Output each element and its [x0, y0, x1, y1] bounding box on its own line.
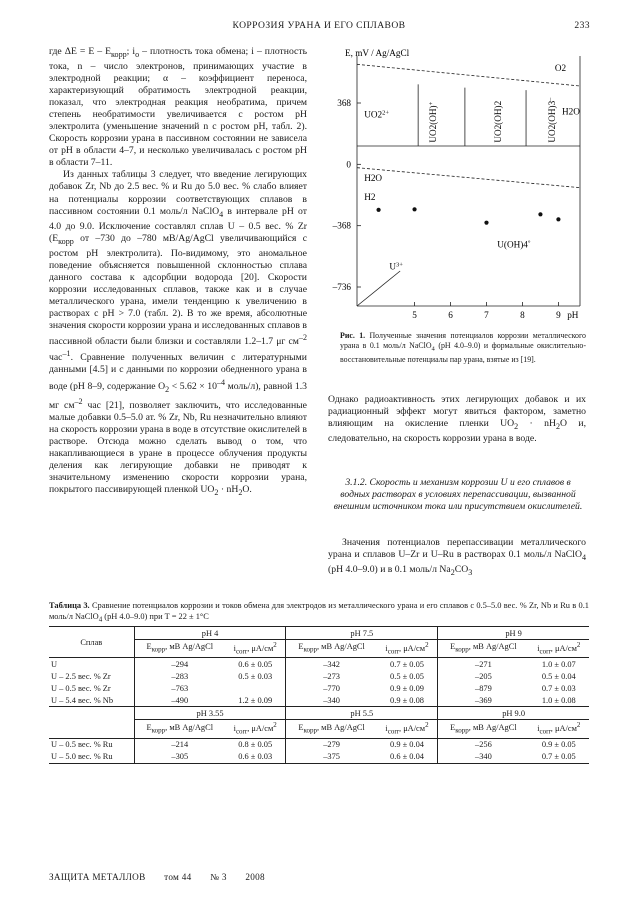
alloy-name: U – 2.5 вес. % Zr: [49, 670, 134, 682]
table-cell: 0.5 ± 0.05: [377, 670, 438, 682]
table-row: [49, 738, 589, 751]
table-cell: 0.6 ± 0.04: [377, 751, 438, 764]
x-tick-label: 6: [448, 310, 453, 320]
left-column: [49, 46, 307, 499]
table-row: [49, 707, 589, 720]
table-row: [49, 751, 589, 764]
group-header: pH 9.0: [438, 707, 589, 720]
table-cell: 0.8 ± 0.05: [225, 738, 286, 751]
y-tick-label: –368: [332, 220, 351, 231]
table-cell: –214: [171, 740, 189, 750]
label-h2o-left: H2O: [364, 173, 383, 183]
label-uo2oh-plus: UO2(OH)+: [427, 101, 439, 143]
right-paragraph-1: [328, 394, 586, 445]
table-cell: –340: [286, 694, 377, 707]
footer-journal: ЗАЩИТА МЕТАЛЛОВ: [49, 872, 146, 882]
table-cell: 0.6 ± 0.03: [225, 751, 286, 764]
x-tick-label: 8: [520, 310, 525, 320]
table-cell: –205: [475, 671, 492, 681]
right-text-1: Однако радиоактивность этих легирующих добавок и их радиационный эффект могут явиться фактором, заметно влияющим на окисление пленки $UO_2 \cdot nH_2O$ и, следовательно, на скорость коррозии урана в воде.: [328, 394, 587, 445]
table-cell: [225, 682, 286, 694]
left-paragraph-2: Из данных таблицы 3 следует, что введение легирующих добавок Zr, Nb до 2.5 вес. % и Ru до 5.0 вес. % слабо влияет на потенциалы коррозии соответствующих сплавов в пассивном состоянии 0.1 моль/л NaClO$_4$ в интервале pH от 4.0 до 9.0. Исключение составлял сплав U – 0.5 вес. % Zr ($E_{корр}$ от –730 до –780 мВ/Ag/AgCl увеличивающийся с ростом pH электролита). По-видимому, это аномальное поведение объясняется повышенной склонностью сплава данного состава к адсорбции водорода [20]. Скорости коррозии исследованных сплавов, также как и в случае металлического урана, имели тенденцию к увеличению в растворах с pH > 7.0 (табл. 2). В то же время, абсолютные значения скорости коррозии урана и исследованных сплавов в пассивной области были близки и составляли 1.2–1.7 μг $см^{-2}$ час$^{-1}$. Сравнение полученных величин с литературными данными [4.5] и с данными по коррозии обедненного урана в воде (pH 8–9, содержание $O_2 < 5.62 \times 10^{-4}$ моль/л), равной 1.3 мг $см^{-2}$ час [21], позволяет заключить, что исследованные малые добавки 0.5–5.0 ат. % Zr, Nb, Ru незначительно влияют на скорость коррозии урана в воде в отсутствие окислителей в растворе. Отсюда можно сделать вывод о том, что накапливающиеся в уране в процессе облучения продукты деления как легирующие добавки не приводят к значительному изменению скорости коррозии урана, покрытого пассивирующей пленкой $UO_2 \cdot nH_2O$.: [49, 169, 308, 498]
table-cell: –305: [134, 751, 225, 764]
figure-1: [312, 44, 590, 330]
table-cell: 0.9 ± 0.08: [377, 694, 438, 707]
table-cell: 0.6 ± 0.05: [225, 658, 286, 671]
data-point: [538, 212, 542, 216]
right-text-2: Значения потенциалов перепассивации металлического урана и сплавов U–Zr и U–Ru в растворах 0.1 моль/л NaClO$_4$ (pH 4.0–9.0) и в 0.1 моль/л $Na_2CO_3$: [328, 537, 586, 577]
x-tick-label: 5: [412, 310, 417, 320]
alloy-name: U – 5.0 вес. % Ru: [49, 751, 134, 764]
label-uo2oh2: UO2(OH)2: [492, 100, 503, 143]
table-row: [49, 682, 589, 694]
icorr-header: $i_{corr}$, $\mu A/см^2$: [529, 720, 589, 738]
page-number: 233: [574, 20, 590, 31]
table-cell: –294: [171, 659, 189, 669]
table-cell: –763: [171, 683, 189, 693]
table-cell: –283: [171, 671, 189, 681]
table-cell: –770: [323, 683, 340, 693]
y-tick-label: 368: [337, 98, 351, 108]
right-paragraph-2: [328, 537, 586, 579]
table-cell: –256: [475, 740, 492, 750]
group-header: pH 3.55: [134, 707, 286, 720]
table-cell: 0.5 ± 0.03: [225, 670, 286, 682]
alloy-header-blank: [49, 707, 134, 738]
ecorr-header: $E_{корр}$, мВ Ag/AgCl: [438, 720, 529, 738]
table-caption: [49, 600, 589, 626]
h2o-h2-line: [357, 168, 580, 188]
ecorr-header: $E_{корр}$, мВ Ag/AgCl: [286, 720, 377, 738]
icorr-header: $i_{corr}$, $\mu A/см^2$: [225, 640, 286, 658]
label-u3plus: $U^{3+}$: [389, 260, 403, 272]
table-cell: –490: [134, 694, 225, 707]
label-h2: H2: [364, 192, 376, 203]
group-header: pH 7.5: [286, 627, 438, 640]
running-title: КОРРОЗИЯ УРАНА И ЕГО СПЛАВОВ: [232, 20, 406, 31]
table-cell: –340: [438, 751, 529, 764]
group-header: pH 4: [134, 627, 286, 640]
table-row: [49, 658, 589, 671]
label-o2: O2: [554, 63, 567, 73]
table-cell: 0.7 ± 0.05: [529, 751, 589, 764]
potential-ph-chart: [312, 44, 590, 330]
table-cell: 0.9 ± 0.09: [377, 682, 438, 694]
ecorr-header: $E_{корр}$, мВ Ag/AgCl: [286, 640, 377, 658]
table-row: [49, 694, 589, 707]
alloy-name: U: [49, 658, 134, 671]
data-point: [484, 221, 488, 225]
icorr-header: $i_{corr}$, $\mu A/см^2$: [225, 720, 286, 738]
footer: [49, 872, 281, 882]
table-row: [49, 670, 589, 682]
table-cell: 0.7 ± 0.05: [377, 658, 438, 671]
caption-label: Рис. 1.: [340, 331, 366, 340]
caption-text: Полученные значения потенциалов коррозии металлического урана в 0.1 моль/л NaClO$_4$ (pH 4.0–9.0) и формальные окислительно-восстановительные потенциалы пар урана, взятые из [19].: [340, 331, 587, 364]
icorr-header: $i_{corr}$, $\mu A/см^2$: [529, 640, 589, 658]
alloy-name: U – 0.5 вес. % Zr: [49, 682, 134, 694]
x-tick-label: 9: [556, 310, 561, 320]
x-axis-label: pH: [567, 310, 579, 320]
x-tick-label: 7: [484, 310, 489, 320]
table-cell: –375: [286, 751, 377, 764]
label-uo2-2plus: $UO2^{2+}$: [364, 109, 389, 120]
group-header: pH 9: [438, 627, 589, 640]
group-header: pH 5.5: [286, 707, 438, 720]
table-cell: 0.9 ± 0.05: [541, 740, 576, 750]
ecorr-header: $E_{корр}$, мВ Ag/AgCl: [134, 640, 225, 658]
ecorr-header: $E_{корр}$, мВ Ag/AgCl: [438, 640, 529, 658]
y-axis-label: E, mV / Ag/AgCl: [345, 48, 410, 58]
table-cell: 1.0 ± 0.08: [529, 694, 589, 707]
table-cell: –342: [323, 659, 340, 669]
label-uo2oh3-minus: UO2(OH)3–: [546, 97, 557, 143]
table-row: [49, 627, 589, 640]
table-cell: 0.7 ± 0.03: [541, 683, 576, 693]
table-3: [49, 626, 589, 764]
ecorr-header: $E_{корр}$, мВ Ag/AgCl: [134, 720, 225, 738]
label-h2o-right: H2O: [562, 106, 580, 117]
alloy-name: U – 0.5 вес. % Ru: [49, 738, 134, 751]
left-paragraph-1: где $\Delta E = E - E_{корр}$; $i_o$ – плотность тока обмена; i – плотность тока, n – число электронов, принимающих участие в электродной реакции; α – коэффициент переноса, характеризующий обратимость электродной реакции, показал, что электродная реакция необратима, причем степень необратимости увеличивается с ростом pH электролита (уменьшение значений n с ростом pH, табл. 2). Скорость коррозии урана в пассивном состоянии не зависела от pH в области 4–7, и несколько увеличивалась с ростом pH в области 7–11.: [49, 46, 307, 169]
table-cell: –273: [323, 671, 340, 681]
y-tick-label: 0: [346, 159, 351, 170]
table-cell: –279: [323, 740, 340, 750]
y-tick-label: –736: [332, 282, 351, 292]
table-cell: 0.5 ± 0.04: [541, 671, 576, 681]
u3-line: [357, 271, 400, 306]
label-uoh4: U(OH)4°: [497, 239, 531, 250]
icorr-header: $i_{corr}$, $\mu A/см^2$: [377, 720, 438, 738]
footer-volume: том 44: [164, 872, 192, 882]
table-cell: 0.9 ± 0.04: [377, 738, 438, 751]
table-caption-label: Таблица 3.: [49, 601, 90, 610]
table-cell: 1.2 ± 0.09: [225, 694, 286, 707]
table-caption-text: Сравнение потенциалов коррозии и токов обмена для электродов из металлического урана и его сплавов с 0.5–5.0 вес. % Zr, Nb и Ru в 0.1 моль/л NaClO$_4$ (pH 4.0–9.0) при T = 22 ± 1°C: [49, 601, 589, 624]
table-cell: 1.0 ± 0.07: [541, 659, 576, 669]
running-head: [0, 20, 638, 34]
data-point: [556, 217, 560, 221]
alloy-name: U – 5.4 вес. % Nb: [49, 694, 134, 707]
footer-issue: № 3: [210, 872, 227, 882]
table-cell: –271: [475, 659, 492, 669]
alloy-header: Сплав: [49, 627, 134, 658]
icorr-header: $i_{corr}$, $\mu A/см^2$: [377, 640, 438, 658]
data-point: [412, 207, 416, 211]
data-point: [376, 208, 380, 212]
figure-caption: [340, 331, 586, 365]
o2-h2o-line: [357, 64, 580, 86]
footer-year: 2008: [245, 872, 265, 882]
table-cell: –879: [475, 683, 492, 693]
table-cell: –369: [438, 694, 529, 707]
section-title: 3.1.2. Скорость и механизм коррозии U и его сплавов в водных растворах в условиях перепассивации, вызванной внешним источником тока или присутствием окислителей.: [333, 477, 583, 512]
